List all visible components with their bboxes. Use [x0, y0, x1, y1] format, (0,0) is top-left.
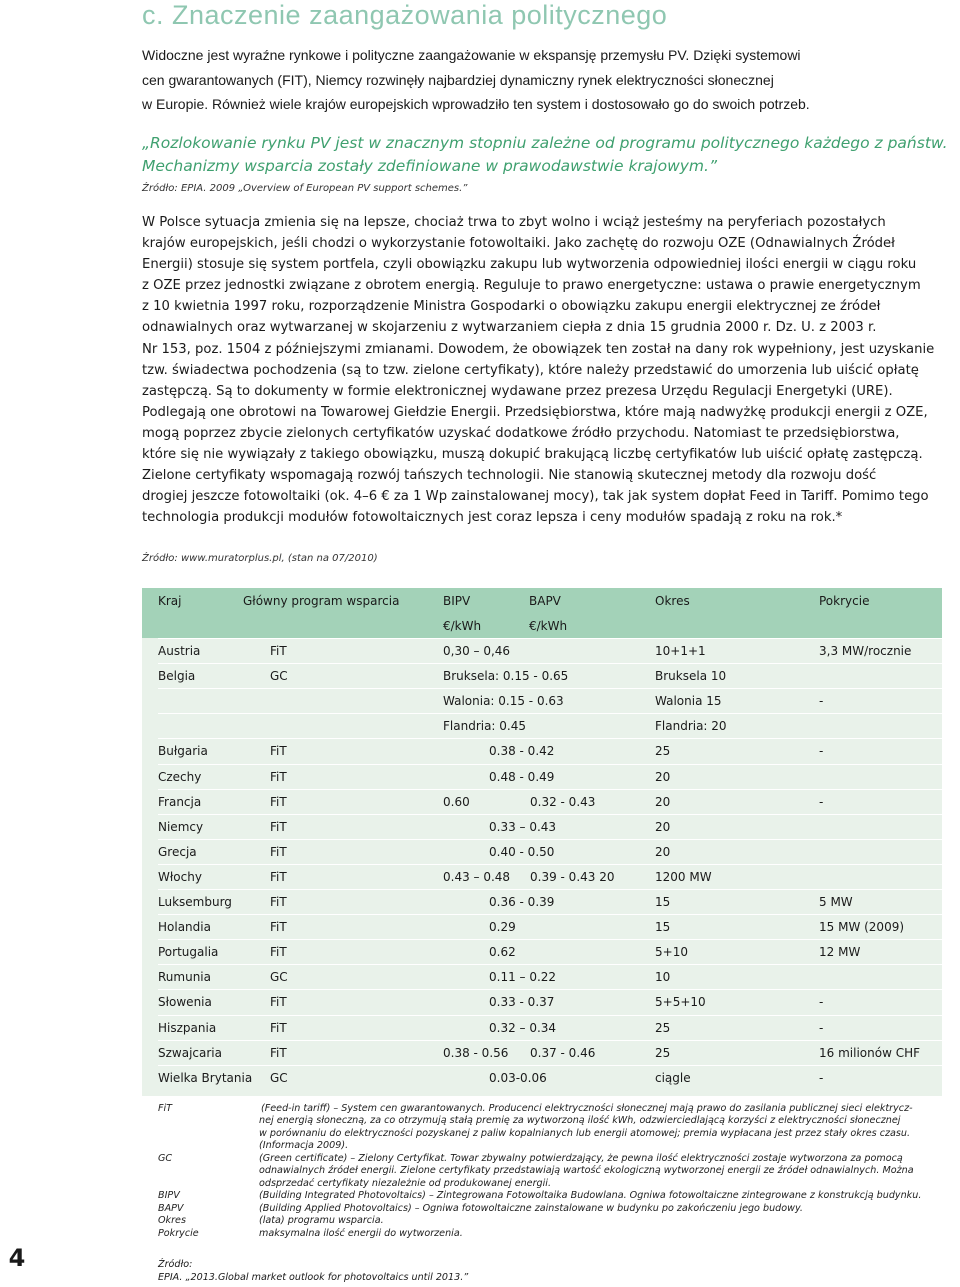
footnote-line: (Building Integrated Photovoltaics) – Zintegrowana Fotowoltaika Budowlana. Ogniwa fotowoltaiczne zintegrowane z konstrukcją budynku. — [259, 1190, 922, 1201]
table-cell-program: FiT — [270, 1020, 287, 1035]
table-cell-okres: 5+10 — [655, 945, 688, 960]
table-cell-kraj: Austria — [158, 644, 201, 658]
row-divider — [158, 738, 942, 739]
table-cell-bipv: 0,30 – 0,46 — [443, 644, 511, 658]
footnote-line: (Building Applied Photovoltaics) – Ogniwa fotowoltaiczne zainstalowane w budynku po zakończeniu jego budowy. — [259, 1203, 803, 1214]
table-cell-bipv: Bruksela: 0.15 - 0.65 — [443, 669, 569, 684]
footnote-line: (Feed-in tariff) – System cen gwarantowanych. Producenci elektryczności słonecznej mają prawo do zasilania publicznej sieci elektrycz- — [261, 1103, 913, 1114]
table-cell-okres: 25 — [655, 744, 671, 759]
body-line: Energii) stosuje się system portfela, czyli obowiązku zakupu lub wytworzenia odpowiedniej ilości energii w ciągu roku — [142, 257, 917, 273]
body-line: drogiej jeszcze fotowoltaiki (ok. 4–6 € za 1 Wp zainstalowanej mocy), tak jak system dopłat Feed in Tariff. Pomimo tego — [142, 489, 929, 505]
table-cell-program: FiT — [270, 920, 287, 935]
table-cell-program: GC — [270, 1070, 288, 1085]
table-cell-program: FiT — [270, 869, 287, 884]
table-cell-program: GC — [270, 970, 288, 985]
table-cell-okres: 20 — [655, 769, 671, 784]
table-cell-bipv: Walonia: 0.15 - 0.63 — [443, 694, 564, 709]
header-bapv-unit: €/kWh — [529, 619, 568, 633]
body-line: mogą poprzez zbycie zielonych certyfikatów uzyskać dodatkowe źródło przychodu. Natomiast te przedsiębiorstwa, — [142, 425, 900, 441]
table-cell-pokrycie: - — [819, 1070, 824, 1085]
footnote-line: w porównaniu do elektryczności pozyskanej z paliw kopalnianych lub energii atomowej; premia wypłacana jest przez stały okres czasu. — [259, 1127, 911, 1139]
table-cell-pokrycie: - — [819, 744, 824, 759]
table-cell-program: FiT — [270, 895, 287, 909]
quote-line: Mechanizmy wsparcia zostały zdefiniowane w prawodawstwie krajowym.” — [142, 157, 717, 175]
table-cell-kraj: Bułgaria — [158, 744, 208, 759]
table-cell-program: FiT — [270, 995, 287, 1010]
footnote-line: (Green certificate) – Zielony Certyfikat. Towar zbywalny potwierdzający, że pewna ilość elektryczności zostaje wytworzona za pomocą — [259, 1153, 903, 1164]
table-cell-program: FiT — [270, 744, 287, 759]
body-paragraph — [142, 212, 942, 528]
table-cell-kraj: Belgia — [158, 669, 196, 684]
table-cell-kraj: Luksemburg — [158, 895, 232, 909]
table-header — [142, 588, 942, 638]
table-cell-bipv: 0.29 — [489, 920, 516, 935]
table-cell-program: FiT — [270, 819, 287, 834]
table-cell-kraj: Włochy — [158, 869, 202, 884]
table-cell-bapv: 0.37 - 0.46 — [530, 1045, 596, 1060]
table-cell-kraj: Rumunia — [158, 970, 211, 985]
table-cell-bipv: 0.03-0.06 — [489, 1070, 547, 1085]
header-okres: Okres — [655, 594, 690, 608]
body-line: które się nie wywiązały z takiego obowiązku, muszą dokupić brakującą liczbę certyfikatów lub uiścić opłatę zastępczą. — [142, 447, 923, 463]
table-cell-program: FiT — [270, 769, 287, 784]
row-divider — [158, 688, 942, 689]
table-cell-pokrycie: 12 MW — [819, 945, 861, 960]
body-line: krajów europejskich, jeśli chodzi o wykorzystanie fotowoltaiki. Jako zachętę do rozwoju OZE (Odnawialnych Źródeł — [142, 236, 895, 252]
row-divider — [158, 713, 942, 714]
table-cell-pokrycie: 15 MW (2009) — [819, 920, 905, 935]
body-line: technologia produkcji modułów fotowoltaicznych jest coraz lepsza i ceny modułów spadają z roku na rok.* — [142, 510, 843, 526]
table-cell-program: FiT — [270, 794, 287, 809]
table-cell-kraj: Francja — [158, 794, 202, 809]
row-divider — [158, 663, 942, 664]
table-cell-bipv: 0.40 - 0.50 — [489, 844, 555, 859]
table-cell-kraj: Wielka Brytania — [158, 1070, 253, 1085]
body-line: z OZE przez jednostki związane z obrotem energią. Reguluje to prawo energetyczne: ustawa o prawie energetycznym — [142, 278, 921, 294]
table-cell-okres: Walonia 15 — [655, 694, 722, 709]
table-cell-bipv: 0.38 - 0.56 — [443, 1045, 509, 1060]
footnote-line: odnawialnych źródeł energii. Zielone certyfikaty przedstawiają wartość ekologiczną wytworzonej energii ze źródeł odnawialnych. Można — [259, 1165, 914, 1177]
header-bipv-unit: €/kWh — [443, 619, 482, 633]
row-divider — [158, 839, 942, 840]
table-cell-pokrycie: - — [819, 1020, 824, 1035]
footer-source-label: Źródło: — [158, 1259, 193, 1270]
table-cell-bipv: Flandria: 0.45 — [443, 719, 527, 734]
table-cell-program: FiT — [270, 945, 287, 960]
body-line: Nr 153, poz. 1504 z późniejszymi zmianami. Dowodem, że obowiązek ten został na dany rok wypełniony, jest uzyskanie — [142, 341, 935, 357]
row-divider — [158, 789, 942, 790]
header-pokrycie: Pokrycie — [819, 594, 870, 608]
table-cell-bipv: 0.60 — [443, 794, 470, 809]
intro-line: cen gwarantowanych (FIT), Niemcy rozwinęły najbardziej dynamiczny rynek elektryczności słonecznej — [142, 71, 774, 88]
footnote-line: odsprzedać certyfikaty niezależnie od produkowanej energii. — [259, 1177, 552, 1189]
footnote-line: nej energią słoneczną, za co otrzymują stałą premię za wytworzoną ilość kWh, odzwierciedlającą korzyści z elektryczności słonecznej — [259, 1115, 901, 1127]
body-line: W Polsce sytuacja zmienia się na lepsze, chociaż trwa to zbyt wolno i wciąż jesteśmy na peryferiach pozostałych — [142, 215, 886, 230]
quote-source: Źródło: EPIA. 2009 „Overview of European PV support schemes.” — [142, 183, 468, 194]
row-divider — [158, 764, 942, 765]
row-divider — [158, 1040, 942, 1041]
footnote-term: Pokrycie — [158, 1228, 199, 1239]
header-kraj: Kraj — [158, 594, 182, 608]
table-cell-pokrycie: 16 milionów CHF — [819, 1045, 920, 1060]
row-divider — [158, 814, 942, 815]
table-cell-okres: 15 — [655, 895, 671, 909]
table-cell-okres: ciągle — [655, 1070, 691, 1085]
quote-line: „Rozlokowanie rynku PV jest w znacznym stopniu zależne od programu politycznego każdego z państw. — [142, 134, 948, 152]
intro-paragraph — [142, 43, 932, 117]
header-bapv: BAPV — [529, 594, 561, 608]
table-cell-kraj: Grecja — [158, 844, 197, 859]
table-cell-okres: 20 — [655, 794, 671, 809]
footnote-term: Okres — [158, 1215, 186, 1226]
row-divider — [158, 889, 942, 890]
header-program: Główny program wsparcia — [243, 594, 400, 608]
footer-source-text: EPIA. „2013.Global market outlook for photovoltaics until 2013.” — [158, 1271, 469, 1283]
table-cell-bipv: 0.48 - 0.49 — [489, 769, 555, 784]
table-cell-kraj: Szwajcaria — [158, 1045, 222, 1060]
table-cell-kraj: Czechy — [158, 769, 202, 784]
table-cell-okres: 20 — [655, 819, 671, 834]
row-divider — [158, 864, 942, 865]
table-cell-kraj: Słowenia — [158, 995, 212, 1010]
footer-source — [158, 1259, 468, 1284]
row-divider — [158, 638, 942, 639]
row-divider — [158, 1015, 942, 1016]
table-cell-bipv: 0.11 – 0.22 — [489, 970, 557, 985]
table-cell-program: FiT — [270, 644, 287, 658]
table-cell-okres: 25 — [655, 1020, 671, 1035]
table-cell-bipv: 0.32 – 0.34 — [489, 1020, 557, 1035]
body-line: Zielone certyfikaty wspomagają rozwój tańszych technologii. Nie stanowią skutecznej metody dla rozwoju dość — [142, 468, 877, 484]
footnote-term: BIPV — [158, 1190, 180, 1201]
row-divider — [158, 1065, 942, 1066]
table-cell-bipv: 0.36 - 0.39 — [489, 895, 555, 909]
row-divider — [158, 939, 942, 940]
table-cell-okres: 15 — [655, 920, 671, 935]
body-line: Podlegają one obrotowi na Towarowej Giełdzie Energii. Przedsiębiorstwa, które mają nadwyżkę produkcji energii z OZE, — [142, 404, 928, 420]
table-cell-okres: 10+1+1 — [655, 644, 706, 658]
table-cell-bipv: 0.43 – 0.48 — [443, 869, 511, 884]
footnote-line: (Informacja 2009). — [259, 1140, 349, 1152]
table-cell-okres: Bruksela 10 — [655, 669, 727, 684]
footnote-term: GC — [158, 1153, 173, 1164]
table-cell-kraj: Hiszpania — [158, 1020, 217, 1035]
table-cell-pokrycie: - — [819, 995, 824, 1010]
table-cell-pokrycie: 3,3 MW/rocznie — [819, 644, 912, 658]
table-cell-pokrycie: - — [819, 794, 824, 809]
table-cell-bipv: 0.38 - 0.42 — [489, 744, 555, 759]
table-cell-okres: 25 — [655, 1045, 671, 1060]
table-cell-okres: 10 — [655, 970, 671, 985]
table-cell-bipv: 0.33 – 0.43 — [489, 819, 557, 834]
intro-line: Widoczne jest wyraźne rynkowe i polityczne zaangażowanie w ekspansję przemysłu PV. Dzięki systemowi — [142, 47, 801, 63]
table-cell-program: GC — [270, 669, 288, 684]
header-bipv: BIPV — [443, 594, 471, 608]
body-line: odnawialnych oraz wytwarzanej w skojarzeniu z wytwarzaniem ciepła z dnia 15 grudnia 2000 r. Dz. U. z 2003 r. — [142, 320, 877, 336]
row-divider — [158, 964, 942, 965]
intro-line: w Europie. Również wiele krajów europejskich wprowadziło ten system i dostosowało go do swoich potrzeb. — [142, 96, 810, 112]
footnote-term: BAPV — [158, 1203, 184, 1214]
footnote-term: FiT — [158, 1103, 173, 1114]
page-number: 4 — [8, 1244, 26, 1272]
table-cell-bipv: 0.62 — [489, 945, 516, 960]
row-divider — [158, 914, 942, 915]
table-cell-program: FiT — [270, 844, 287, 859]
table-cell-okres: 1200 MW — [655, 869, 712, 884]
table-cell-pokrycie: 5 MW — [819, 895, 853, 909]
table-cell-kraj: Holandia — [158, 920, 211, 935]
table-cell-okres: 5+5+10 — [655, 995, 706, 1010]
table-cell-bapv: 0.39 - 0.43 20 — [530, 869, 615, 884]
table-cell-pokrycie: - — [819, 694, 824, 709]
table-cell-okres: 20 — [655, 844, 671, 859]
footnote-line: maksymalna ilość energii do wytworzenia. — [259, 1228, 463, 1239]
table-cell-program: FiT — [270, 1045, 287, 1060]
support-schemes-table — [142, 588, 942, 1096]
section-heading: c. Znaczenie zaangażowania politycznego — [142, 0, 668, 30]
body-line: zastępczą. Są to dokumenty w formie elektronicznej wydawane przez prezesa Urzędu Regulacji Energetyki (URE). — [142, 383, 893, 399]
body-line: z 10 kwietnia 1997 roku, rozporządzenie Ministra Gospodarki o obowiązku zakupu energii elektrycznej ze źródeł — [142, 299, 881, 315]
table-cell-kraj: Portugalia — [158, 945, 219, 960]
table-cell-bapv: 0.32 - 0.43 — [530, 794, 596, 809]
footnote-line: (lata) programu wsparcia. — [259, 1215, 384, 1226]
row-divider — [158, 989, 942, 990]
table-cell-bipv: 0.33 - 0.37 — [489, 995, 555, 1010]
table-cell-kraj: Niemcy — [158, 819, 204, 834]
pull-quote — [142, 132, 948, 178]
table-cell-okres: Flandria: 20 — [655, 719, 727, 734]
body-source: Źródło: www.muratorplus.pl, (stan na 07/2010) — [142, 553, 378, 564]
body-line: tzw. świadectwa pochodzenia (są to tzw. zielone certyfikaty), które należy przedstawić do umorzenia lub uiścić opłatę — [142, 362, 919, 378]
